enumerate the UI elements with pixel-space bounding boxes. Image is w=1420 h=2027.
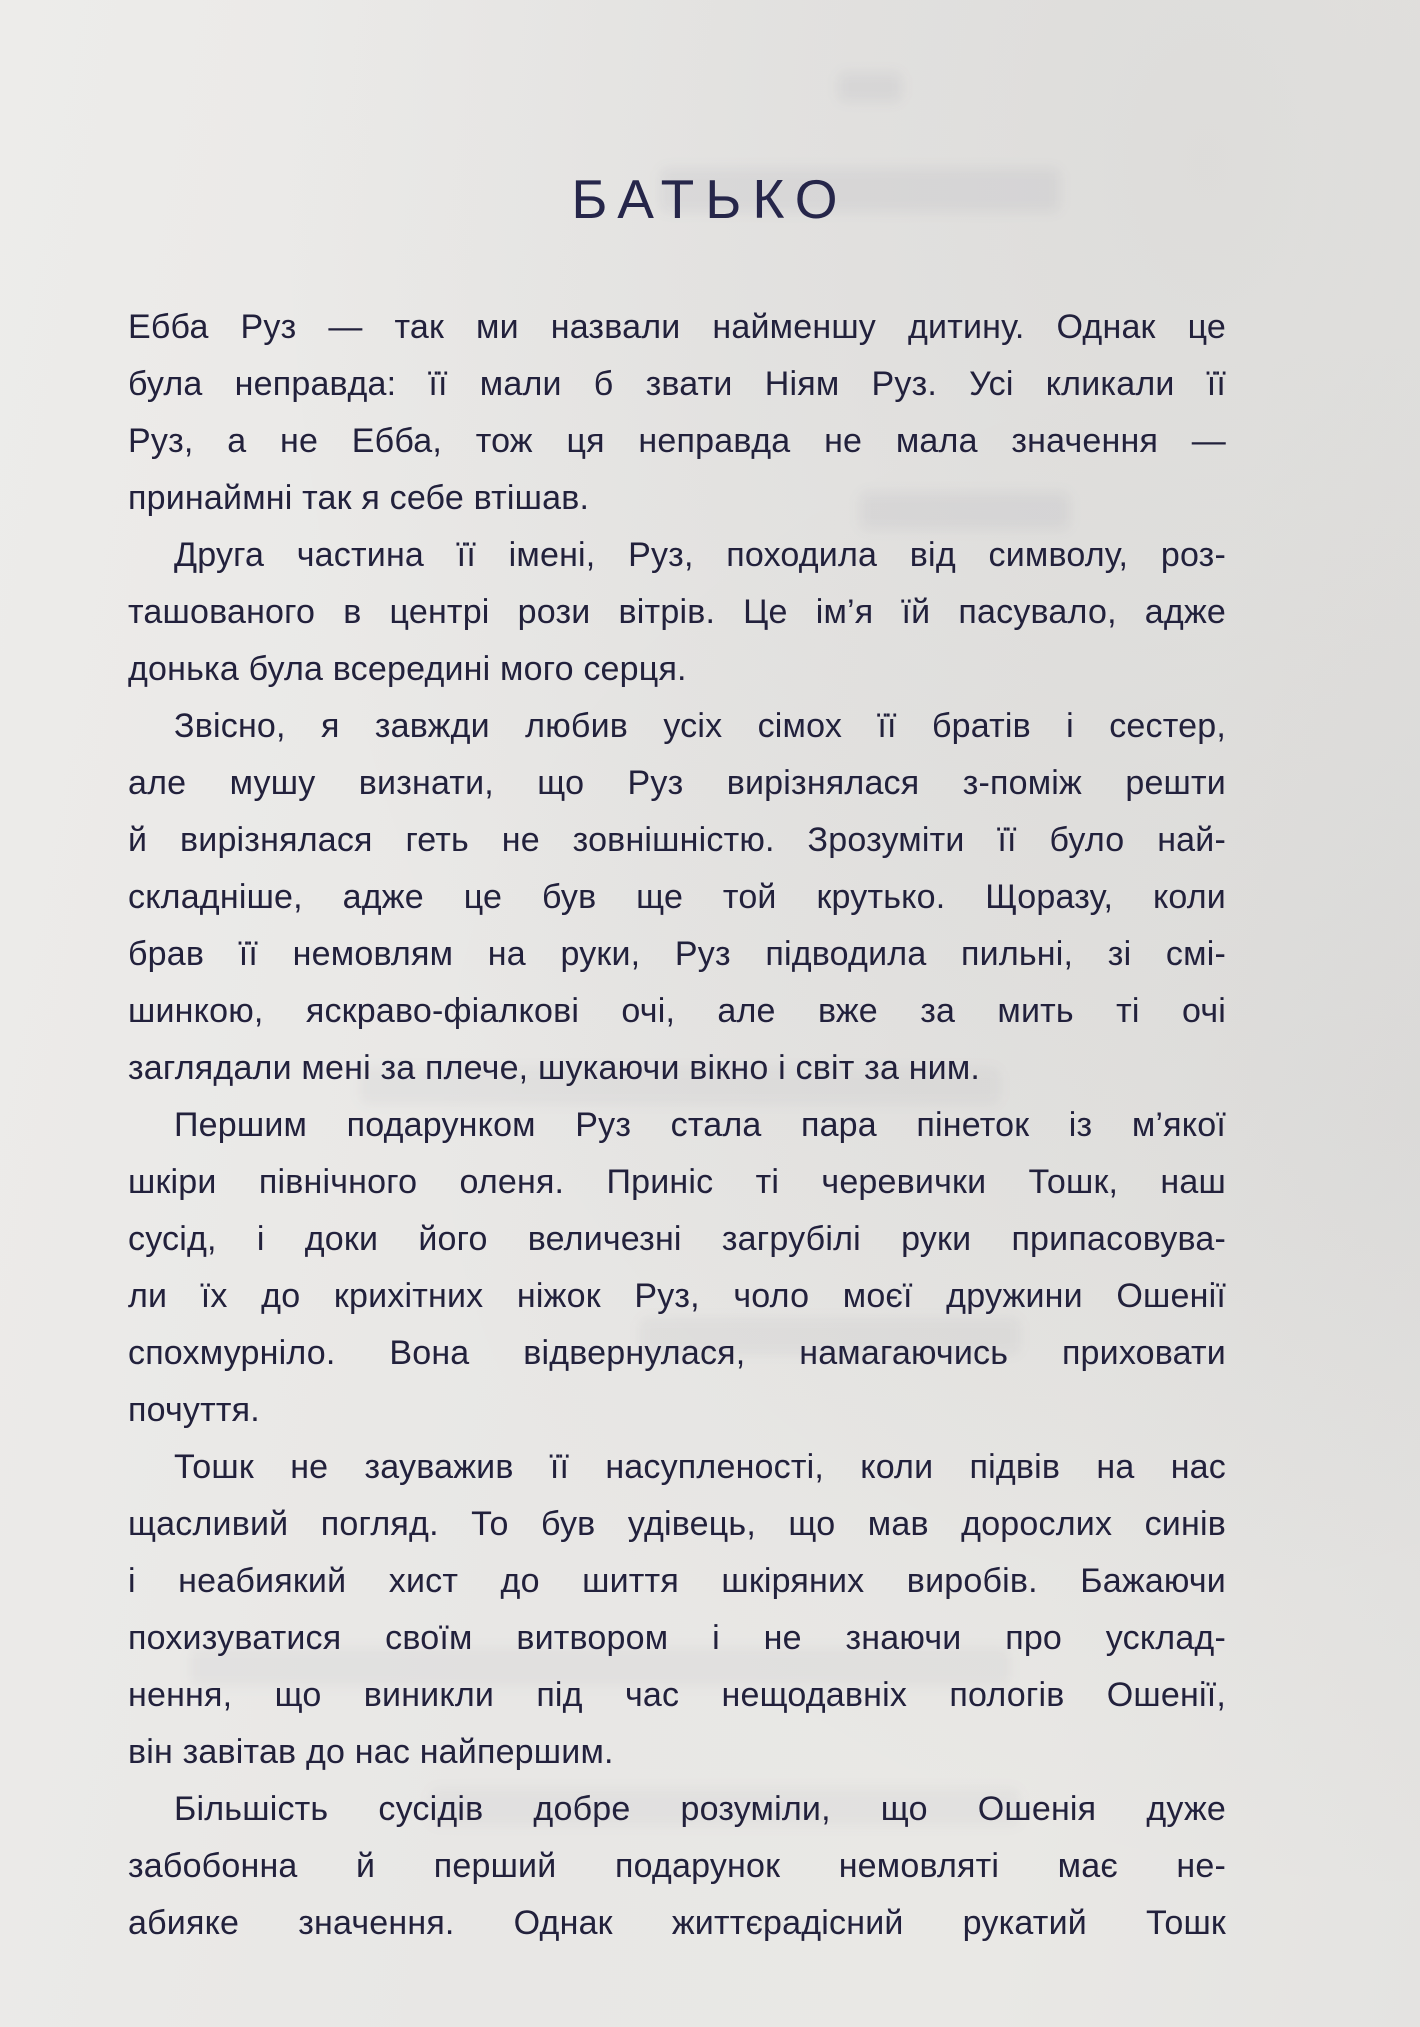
text-line: заглядали мені за плече, шукаючи вікно і світ за ним. <box>128 1049 981 1087</box>
text-line: ташованого в центрі рози вітрів. Це ім’я їй пасувало, адже <box>128 593 1226 631</box>
paragraph <box>128 299 1226 527</box>
text-line: донька була всередині мого серця. <box>128 650 687 688</box>
paragraph <box>128 1097 1226 1439</box>
text-line: й вирізнялася геть не зовнішністю. Зрозуміти її було най- <box>128 821 1226 859</box>
chapter-title: БАТЬКО <box>571 168 849 230</box>
text-line: Ебба Руз — так ми назвали найменшу дитину. Однак це <box>128 308 1226 346</box>
text-line: Друга частина її імені, Руз, походила від символу, роз- <box>174 536 1226 574</box>
text-line: Першим подарунком Руз стала пара пінеток із м’якої <box>174 1106 1226 1144</box>
paragraph <box>128 698 1226 1097</box>
text-line: брав її немовлям на руки, Руз підводила пильні, зі смі- <box>128 935 1226 973</box>
text-line: забобонна й перший подарунок немовляті має не- <box>128 1847 1226 1885</box>
showthrough-page-number <box>838 72 902 102</box>
text-line: нення, що виникли під час нещодавніх пологів Ошенії, <box>128 1676 1226 1714</box>
text-line: похизуватися своїм витвором і не знаючи про усклад- <box>128 1619 1226 1657</box>
text-line: спохмурніло. Вона відвернулася, намагаючись приховати <box>128 1334 1226 1372</box>
text-line: щасливий погляд. То був удівець, що мав дорослих синів <box>128 1505 1226 1543</box>
text-line: але мушу визнати, що Руз вирізнялася з-поміж решти <box>128 764 1226 802</box>
text-line: і неабиякий хист до шиття шкіряних виробів. Бажаючи <box>128 1562 1226 1600</box>
text-line: була неправда: її мали б звати Ніям Руз. Усі кликали її <box>128 365 1226 403</box>
text-line: Тошк не зауважив її насупленості, коли підвів на нас <box>174 1448 1226 1486</box>
text-line: почуття. <box>128 1391 260 1429</box>
text-line: Звісно, я завжди любив усіх сімох її братів і сестер, <box>174 707 1226 745</box>
text-line: сусід, і доки його величезні загрубілі руки припасовува- <box>128 1220 1226 1258</box>
paragraph <box>128 527 1226 698</box>
text-line: він завітав до нас найпершим. <box>128 1733 614 1771</box>
text-line: ли їх до крихітних ніжок Руз, чоло моєї дружини Ошенії <box>128 1277 1226 1315</box>
text-line: абияке значення. Однак життєрадісний рукатий Тошк <box>128 1904 1226 1942</box>
text-line: принаймні так я себе втішав. <box>128 479 590 517</box>
text-line: шкіри північного оленя. Приніс ті черевички Тошк, наш <box>128 1163 1226 1201</box>
text-line: шинкою, яскраво-фіалкові очі, але вже за мить ті очі <box>128 992 1226 1030</box>
paragraph <box>128 1439 1226 1781</box>
text-line: складніше, адже це був ще той крутько. Щоразу, коли <box>128 878 1226 916</box>
text-line: Більшість сусідів добре розуміли, що Ошенія дуже <box>174 1790 1226 1828</box>
body-text <box>128 299 1226 1952</box>
text-line: Руз, а не Ебба, тож ця неправда не мала значення — <box>128 422 1226 460</box>
paragraph <box>128 1781 1226 1952</box>
